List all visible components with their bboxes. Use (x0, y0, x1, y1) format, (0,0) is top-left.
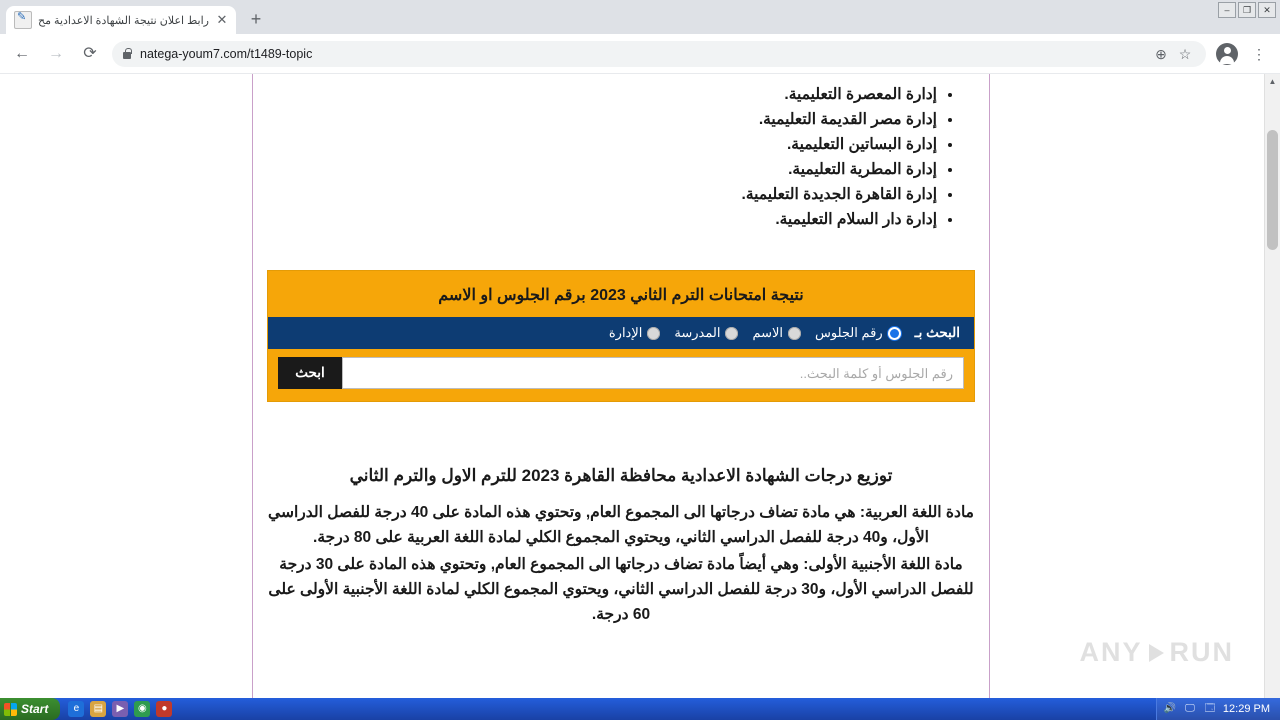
quick-launch-bar (60, 698, 180, 720)
search-button[interactable]: ابحث (278, 357, 342, 389)
close-icon[interactable]: ✕ (216, 12, 228, 27)
list-item: • إدارة دار السلام التعليمية. (265, 207, 937, 232)
back-icon[interactable]: ← (14, 44, 30, 62)
widget-title: نتيجة امتحانات الترم الثاني 2023 برقم الجلوس او الاسم (438, 287, 804, 304)
search-by-options-bar (268, 317, 974, 349)
educational-administrations-list (265, 74, 977, 236)
radio-name[interactable] (752, 325, 801, 341)
reload-icon[interactable]: ⟳ (83, 44, 97, 62)
radio-label: الاسم (752, 325, 784, 340)
install-app-icon[interactable]: ⊕ (1155, 45, 1167, 62)
display-icon[interactable]: 🖵 (1185, 703, 1195, 714)
volume-icon[interactable]: 🔊 (1163, 703, 1177, 714)
record-icon[interactable]: ● (156, 701, 172, 717)
list-item: • إدارة القاهرة الجديدة التعليمية. (265, 182, 937, 207)
omnibox-actions (1150, 43, 1196, 65)
windows-flag-icon (4, 703, 17, 716)
result-search-widget (267, 270, 975, 402)
radio-seat-number[interactable] (815, 325, 901, 341)
list-item: • إدارة مصر القديمة التعليمية. (265, 107, 937, 132)
menu-kebab-icon[interactable]: ⋮ (1252, 45, 1266, 62)
system-tray (1156, 698, 1280, 720)
list-item: • إدارة البساتين التعليمية. (265, 132, 937, 157)
browser-icon[interactable]: e (68, 701, 84, 717)
bookmark-star-icon[interactable]: ☆ (1178, 45, 1192, 62)
paragraph-foreign-language-subject: مادة اللغة الأجنبية الأولى: وهي أيضاً مادة تضاف درجاتها الى المجموع العام, وتحتوي هذه المادة على 30 درجة للفصل الدراسي الأول، و30 درجة للفصل الدراسي الثاني، ويحتوي المجموع الكلي لمادة اللغة الأجنبية الأولى على 60 درجة. (268, 556, 974, 623)
browser-tab[interactable] (6, 6, 236, 34)
minimize-button[interactable]: – (1218, 2, 1236, 18)
scrollbar-thumb[interactable] (1267, 130, 1278, 250)
windows-taskbar (0, 698, 1280, 720)
grades-section-title: توزيع درجات الشهادة الاعدادية محافظة القاهرة 2023 للترم الاول والترم الثاني (349, 466, 893, 485)
page-viewport (0, 74, 1280, 720)
forward-icon[interactable]: → (48, 44, 64, 62)
close-window-button[interactable]: ✕ (1258, 2, 1276, 18)
profile-avatar-icon[interactable] (1216, 43, 1238, 65)
scroll-up-arrow-icon[interactable]: ▲ (1268, 77, 1277, 86)
maximize-button[interactable]: ❐ (1238, 2, 1256, 18)
window-icon[interactable]: 🗔 (1204, 703, 1216, 714)
play-triangle-icon (1149, 644, 1164, 662)
list-item: • إدارة المعصرة التعليمية. (265, 82, 937, 107)
taskbar-clock[interactable]: 12:29 PM (1222, 703, 1270, 715)
start-button[interactable] (0, 698, 60, 720)
radio-label: المدرسة (674, 325, 721, 340)
tab-title: رابط اعلان نتيجة الشهادة الاعدادية مح (38, 14, 209, 27)
url-text: natega-youm7.com/t1489-topic (140, 46, 313, 61)
lock-icon (122, 48, 132, 60)
radio-dot-icon[interactable] (725, 327, 738, 340)
radio-administration[interactable] (609, 325, 661, 341)
search-input-row (278, 357, 964, 389)
watermark-left-text: ANY (1079, 637, 1143, 667)
watermark-right-text: RUN (1169, 637, 1234, 667)
window-controls (1218, 2, 1276, 18)
browser-toolbar (0, 34, 1280, 74)
chrome-icon[interactable]: ◉ (134, 701, 150, 717)
tab-strip (0, 0, 1280, 34)
media-player-icon[interactable]: ▶ (112, 701, 128, 717)
radio-dot-icon[interactable] (788, 327, 801, 340)
search-by-label: البحث بـ (914, 325, 960, 340)
paragraph-arabic-subject: مادة اللغة العربية: هي مادة تضاف درجاتها الى المجموع العام, وتحتوي هذه المادة على 40 درجة للفصل الدراسي الأول، و40 درجة للفصل الدراسي الثاني، ويحتوي المجموع الكلي لمادة اللغة العربية على 80 درجة. (268, 504, 974, 546)
note-edit-icon (14, 11, 32, 29)
new-tab-button[interactable]: + (250, 9, 262, 29)
list-item: • إدارة المطرية التعليمية. (265, 157, 937, 182)
search-input[interactable] (342, 357, 964, 389)
page-scrollbar[interactable] (1264, 74, 1280, 720)
start-label: Start (21, 702, 49, 716)
article-content (253, 74, 989, 623)
radio-label: الإدارة (608, 325, 643, 340)
anyrun-watermark (1079, 637, 1234, 668)
folder-icon[interactable]: ▤ (90, 701, 106, 717)
radio-label: رقم الجلوس (815, 325, 883, 340)
radio-school[interactable] (674, 325, 738, 341)
page-content-column (252, 74, 990, 720)
radio-dot-icon[interactable] (888, 327, 901, 340)
radio-dot-icon[interactable] (647, 327, 660, 340)
address-bar[interactable] (112, 41, 1206, 67)
